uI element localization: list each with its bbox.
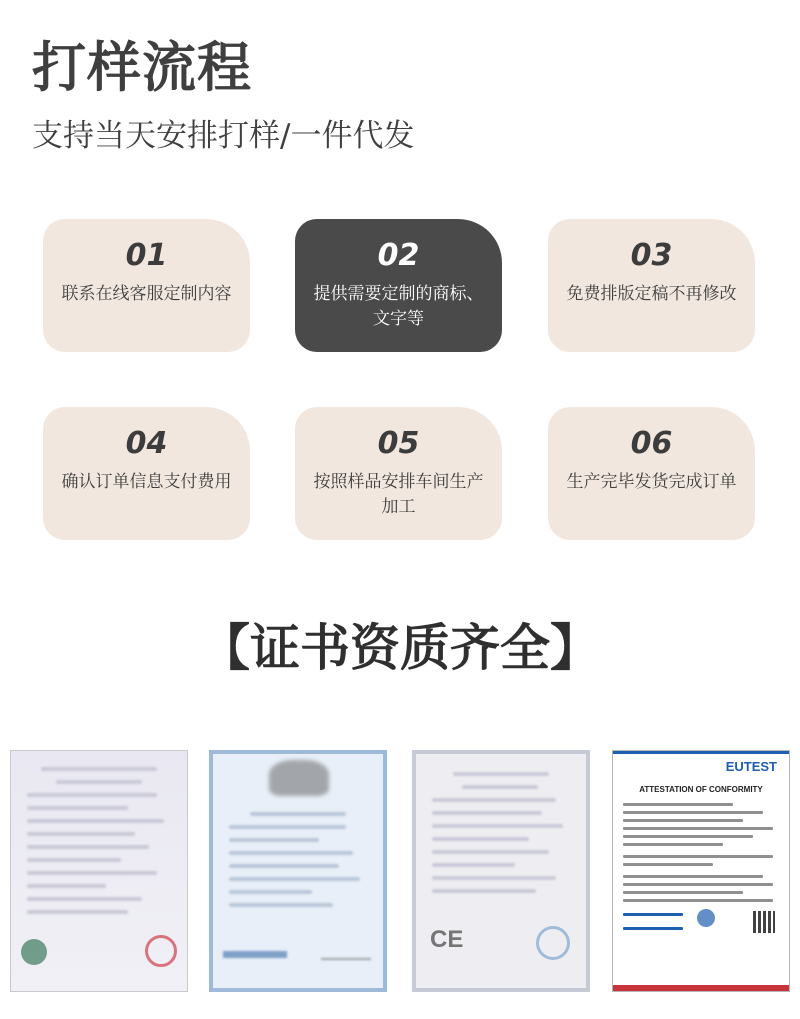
attestation-title: ATTESTATION OF CONFORMITY (639, 785, 763, 794)
step-text: 按照样品安排车间生产加工 (313, 472, 484, 517)
step-number: 05 (377, 426, 420, 461)
ce-mark-icon: CE (430, 926, 464, 953)
step-card-03 (548, 219, 755, 352)
step-number: 03 (630, 238, 673, 273)
stamp-icon (536, 926, 570, 960)
page-subtitle: 支持当天安排打样/一件代发 (32, 118, 415, 154)
step-card-06 (548, 407, 755, 540)
step-text: 联系在线客服定制内容 (61, 284, 232, 304)
seal-icon (21, 939, 47, 965)
step-number: 02 (377, 238, 420, 273)
step-text: 生产完毕发货完成订单 (566, 472, 737, 492)
page-title: 打样流程 (32, 36, 252, 99)
step-number: 01 (125, 238, 168, 273)
qr-code-icon (753, 911, 775, 933)
step-number: 06 (630, 426, 673, 461)
step-card-02 (295, 219, 502, 352)
seal-icon (697, 909, 715, 927)
step-card-01 (43, 219, 250, 352)
certificate-image-3 (412, 750, 590, 992)
step-text: 免费排版定稿不再修改 (566, 284, 737, 304)
certificate-image-1 (10, 750, 188, 992)
eutest-logo: EUTEST (725, 759, 777, 774)
eagle-emblem-icon (269, 760, 329, 796)
step-number: 04 (125, 426, 168, 461)
step-text: 提供需要定制的商标、文字等 (313, 284, 484, 329)
certificates-heading: 【证书资质齐全】 (200, 619, 600, 677)
process-steps (43, 219, 755, 541)
step-card-05 (295, 407, 502, 540)
step-card-04 (43, 407, 250, 540)
stamp-icon (145, 935, 177, 967)
certificate-image-4 (612, 750, 790, 992)
step-text: 确认订单信息支付费用 (61, 472, 232, 492)
certificate-image-2 (209, 750, 387, 992)
